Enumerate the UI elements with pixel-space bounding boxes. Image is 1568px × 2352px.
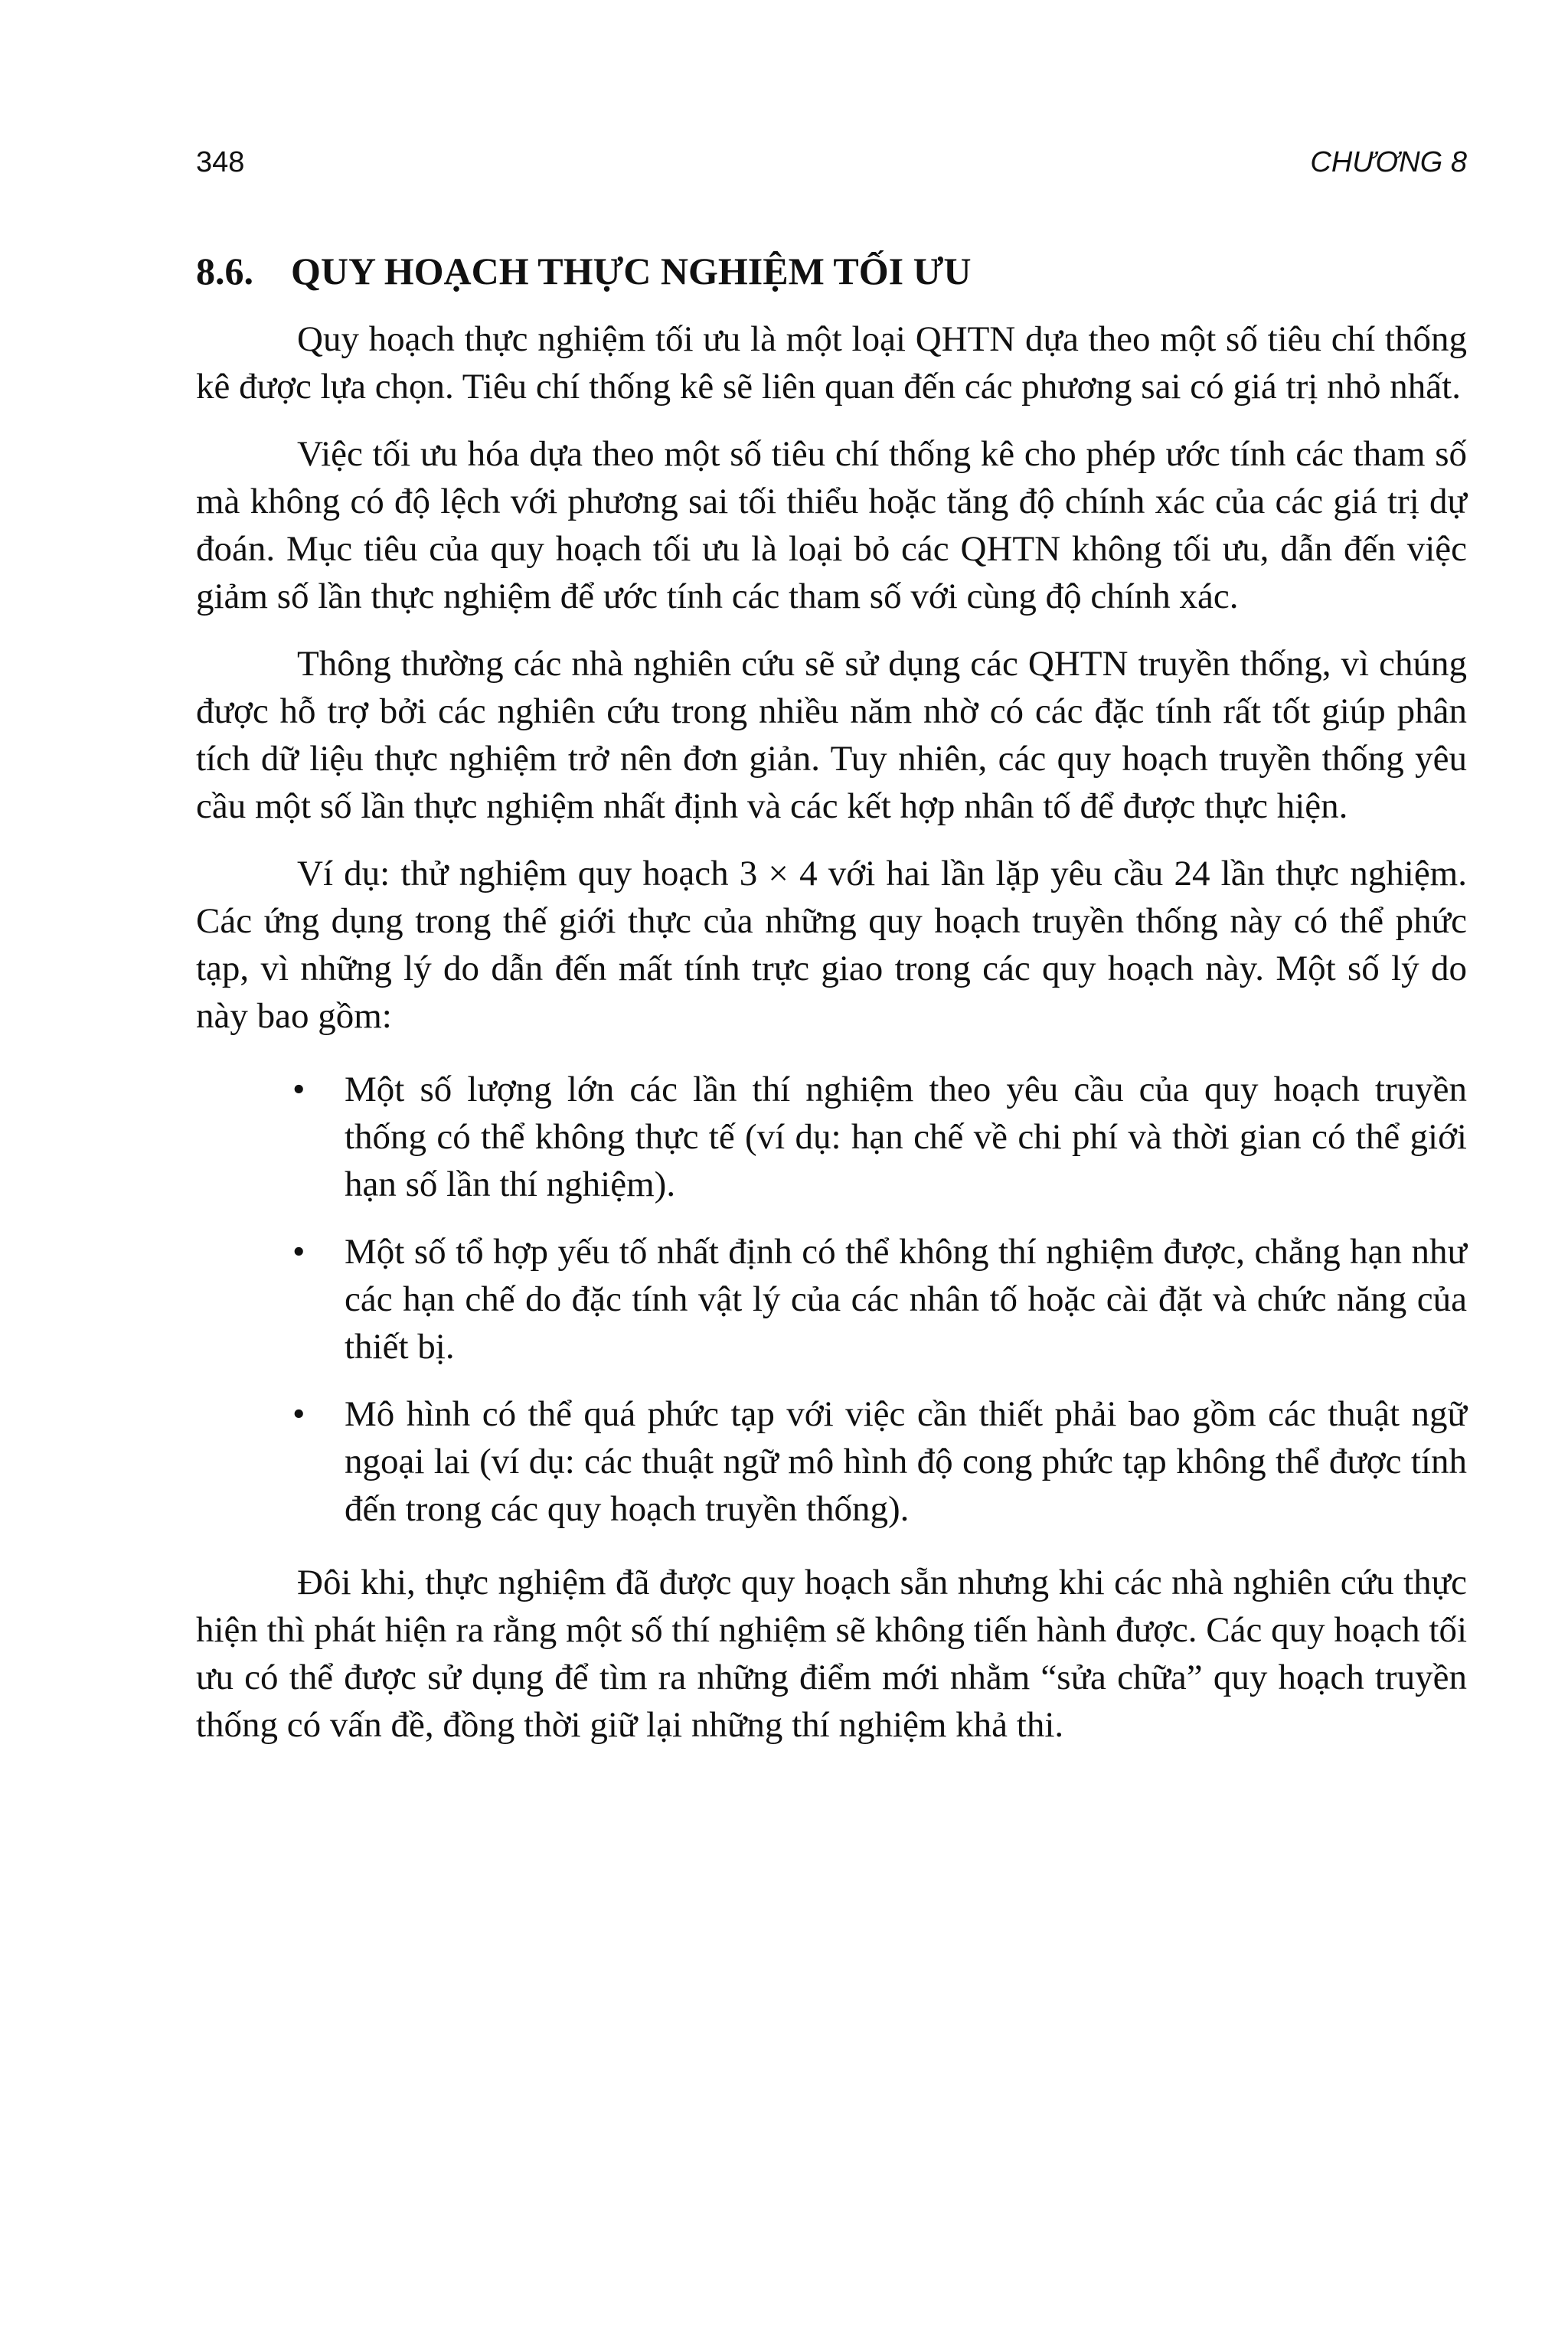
paragraph: Quy hoạch thực nghiệm tối ưu là một loại QHTN dựa theo một số tiêu chí thống kê được lựa chọn. Tiêu chí thống kê sẽ liên quan đến các phương sai có giá trị nhỏ nhất. [196,318,1467,407]
paragraph: Việc tối ưu hóa dựa theo một số tiêu chí thống kê cho phép ước tính các tham số mà không có độ lệch với phương sai tối thiểu hoặc tăng độ chính xác của các giá trị dự đoán. Mục tiêu của quy hoạch tối ưu là loại bỏ các QHTN không tối ưu, dẫn đến việc giảm số lần thực nghiệm để ước tính các tham số với cùng độ chính xác. [196,433,1467,616]
paragraph: Thông thường các nhà nghiên cứu sẽ sử dụng các QHTN truyền thống, vì chúng được hỗ trợ bởi các nghiên cứu trong nhiều năm nhờ có các đặc tính rất tốt giúp phân tích dữ liệu thực nghiệm trở nên đơn giản. Tuy nhiên, các quy hoạch truyền thống yêu cầu một số lần thực nghiệm nhất định và các kết hợp nhân tố để được thực hiện. [196,643,1467,826]
closing-paragraph: Đôi khi, thực nghiệm đã được quy hoạch sẵn nhưng khi các nhà nghiên cứu thực hiện thì phát hiện ra rằng một số thí nghiệm sẽ không tiến hành được. Các quy hoạch tối ưu có thể được sử dụng để tìm ra những điểm mới nhằm “sửa chữa” quy hoạch truyền thống có vấn đề, đồng thời giữ lại những thí nghiệm khả thi. [196,1562,1467,1745]
paragraph: Ví dụ: thử nghiệm quy hoạch 3 × 4 với hai lần lặp yêu cầu 24 lần thực nghiệm. Các ứng dụng trong thế giới thực của những quy hoạch truyền thống này có thể phức tạp, vì những lý do dẫn đến mất tính trực giao trong các quy hoạch này. Một số lý do này bao gồm: [196,853,1467,1036]
bullet-icon: • [292,1231,305,1272]
list-item-text: Mô hình có thể quá phức tạp với việc cần thiết phải bao gồm các thuật ngữ ngoại lai (ví dụ: các thuật ngữ mô hình độ cong phức tạp không thể được tính đến trong các quy hoạch truyền thống). [345,1393,1467,1529]
list-item [292,1228,1467,1370]
list-item [292,1390,1467,1533]
body-text [196,315,1467,1749]
bullet-list [196,1066,1467,1533]
section-number: 8.6. [196,249,253,292]
document-page [196,145,1467,1769]
list-item-text: Một số lượng lớn các lần thí nghiệm theo yêu cầu của quy hoạch truyền thống có thể không thực tế (ví dụ: hạn chế về chi phí và thời gian có thể giới hạn số lần thí nghiệm). [345,1069,1467,1204]
section-heading [196,248,1467,294]
list-item-text: Một số tổ hợp yếu tố nhất định có thể không thí nghiệm được, chẳng hạn như các hạn chế do đặc tính vật lý của các nhân tố hoặc cài đặt và chức năng của thiết bị. [345,1231,1467,1367]
chapter-label: CHƯƠNG 8 [1310,146,1467,178]
list-item [292,1066,1467,1208]
bullet-icon: • [292,1393,305,1434]
bullet-icon: • [292,1069,305,1109]
page-number: 348 [196,146,245,178]
section-title: QUY HOẠCH THỰC NGHIỆM TỐI ƯU [291,249,972,292]
running-header [196,145,1467,181]
